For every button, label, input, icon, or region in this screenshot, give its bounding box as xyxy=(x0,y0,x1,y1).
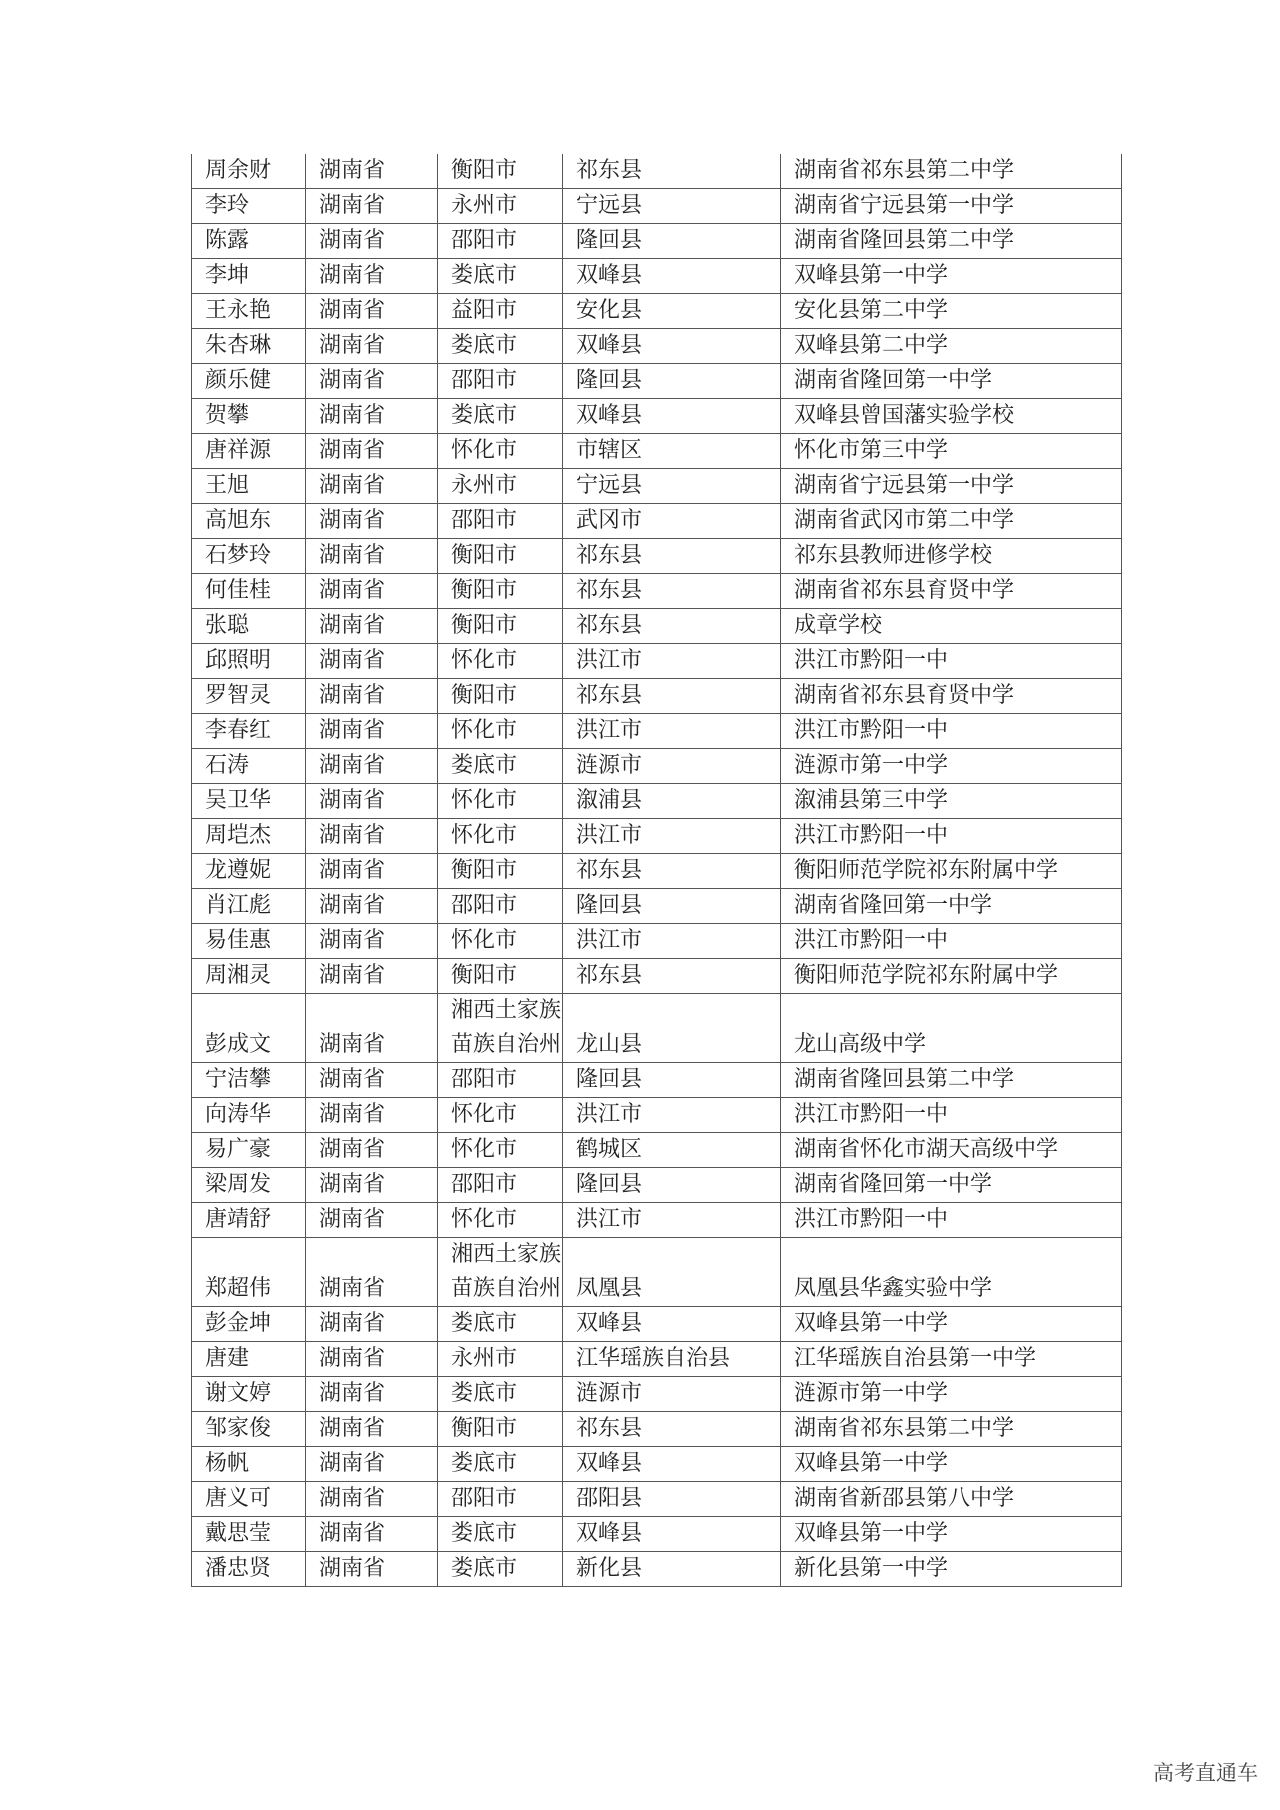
school-cell: 洪江市黔阳一中 xyxy=(781,1098,1122,1133)
name-cell: 易佳惠 xyxy=(192,924,306,959)
name-cell: 何佳桂 xyxy=(192,574,306,609)
school-cell: 湖南省怀化市湖天高级中学 xyxy=(781,1133,1122,1168)
county-cell: 隆回县 xyxy=(563,224,781,259)
county-cell: 武冈市 xyxy=(563,504,781,539)
county-cell: 祁东县 xyxy=(563,609,781,644)
table-row xyxy=(192,1517,1122,1552)
province-cell: 湖南省 xyxy=(306,1098,438,1133)
table-row xyxy=(192,749,1122,784)
table-row xyxy=(192,1098,1122,1133)
name-cell: 周垲杰 xyxy=(192,819,306,854)
county-cell: 祁东县 xyxy=(563,539,781,574)
school-cell: 衡阳师范学院祁东附属中学 xyxy=(781,854,1122,889)
province-cell: 湖南省 xyxy=(306,1517,438,1552)
name-cell: 宁洁攀 xyxy=(192,1063,306,1098)
school-cell: 洪江市黔阳一中 xyxy=(781,714,1122,749)
county-cell: 洪江市 xyxy=(563,1098,781,1133)
county-cell: 双峰县 xyxy=(563,259,781,294)
name-cell: 石梦玲 xyxy=(192,539,306,574)
school-cell: 涟源市第一中学 xyxy=(781,1377,1122,1412)
province-cell: 湖南省 xyxy=(306,784,438,819)
county-cell: 祁东县 xyxy=(563,1412,781,1447)
school-cell: 洪江市黔阳一中 xyxy=(781,924,1122,959)
school-cell: 湖南省宁远县第一中学 xyxy=(781,189,1122,224)
table-row xyxy=(192,1307,1122,1342)
county-cell: 新化县 xyxy=(563,1552,781,1587)
county-cell: 隆回县 xyxy=(563,364,781,399)
table-row xyxy=(192,609,1122,644)
province-cell: 湖南省 xyxy=(306,994,438,1063)
province-cell: 湖南省 xyxy=(306,1238,438,1307)
name-cell: 邹家俊 xyxy=(192,1412,306,1447)
school-cell: 双峰县第一中学 xyxy=(781,259,1122,294)
name-cell: 张聪 xyxy=(192,609,306,644)
county-cell: 龙山县 xyxy=(563,994,781,1063)
county-cell: 洪江市 xyxy=(563,819,781,854)
name-cell: 高旭东 xyxy=(192,504,306,539)
county-cell: 祁东县 xyxy=(563,574,781,609)
city-cell: 湘西土家族苗族自治州 xyxy=(438,1238,563,1307)
table-row xyxy=(192,924,1122,959)
school-cell: 湖南省祁东县育贤中学 xyxy=(781,574,1122,609)
school-cell: 湖南省宁远县第一中学 xyxy=(781,469,1122,504)
table-row xyxy=(192,889,1122,924)
city-cell: 永州市 xyxy=(438,189,563,224)
school-cell: 湖南省祁东县第二中学 xyxy=(781,154,1122,189)
city-cell: 邵阳市 xyxy=(438,1168,563,1203)
province-cell: 湖南省 xyxy=(306,854,438,889)
county-cell: 祁东县 xyxy=(563,679,781,714)
table-row xyxy=(192,1063,1122,1098)
table-row xyxy=(192,1133,1122,1168)
county-cell: 隆回县 xyxy=(563,1168,781,1203)
table-row xyxy=(192,1482,1122,1517)
school-cell: 湖南省隆回县第二中学 xyxy=(781,1063,1122,1098)
school-cell: 湖南省祁东县第二中学 xyxy=(781,1412,1122,1447)
city-cell: 湘西土家族苗族自治州 xyxy=(438,994,563,1063)
province-cell: 湖南省 xyxy=(306,924,438,959)
name-cell: 贺攀 xyxy=(192,399,306,434)
city-cell: 邵阳市 xyxy=(438,1482,563,1517)
name-cell: 邱照明 xyxy=(192,644,306,679)
province-cell: 湖南省 xyxy=(306,399,438,434)
province-cell: 湖南省 xyxy=(306,1482,438,1517)
table-row xyxy=(192,644,1122,679)
province-cell: 湖南省 xyxy=(306,189,438,224)
name-cell: 周余财 xyxy=(192,154,306,189)
name-cell: 肖江彪 xyxy=(192,889,306,924)
city-cell: 怀化市 xyxy=(438,1203,563,1238)
province-cell: 湖南省 xyxy=(306,154,438,189)
city-cell: 邵阳市 xyxy=(438,504,563,539)
county-cell: 凤凰县 xyxy=(563,1238,781,1307)
province-cell: 湖南省 xyxy=(306,609,438,644)
name-cell: 龙遵妮 xyxy=(192,854,306,889)
school-cell: 湖南省隆回第一中学 xyxy=(781,364,1122,399)
school-cell: 双峰县第一中学 xyxy=(781,1517,1122,1552)
province-cell: 湖南省 xyxy=(306,469,438,504)
province-cell: 湖南省 xyxy=(306,574,438,609)
table-row xyxy=(192,364,1122,399)
name-cell: 罗智灵 xyxy=(192,679,306,714)
roster-table xyxy=(191,154,1122,1587)
name-cell: 梁周发 xyxy=(192,1168,306,1203)
table-row xyxy=(192,539,1122,574)
table-row xyxy=(192,329,1122,364)
city-cell: 衡阳市 xyxy=(438,679,563,714)
table-row xyxy=(192,434,1122,469)
name-cell: 颜乐健 xyxy=(192,364,306,399)
province-cell: 湖南省 xyxy=(306,1168,438,1203)
city-cell: 怀化市 xyxy=(438,1098,563,1133)
city-cell: 永州市 xyxy=(438,469,563,504)
county-cell: 双峰县 xyxy=(563,329,781,364)
city-cell: 怀化市 xyxy=(438,784,563,819)
county-cell: 邵阳县 xyxy=(563,1482,781,1517)
province-cell: 湖南省 xyxy=(306,364,438,399)
county-cell: 涟源市 xyxy=(563,749,781,784)
city-cell: 怀化市 xyxy=(438,644,563,679)
school-cell: 凤凰县华鑫实验中学 xyxy=(781,1238,1122,1307)
county-cell: 双峰县 xyxy=(563,1447,781,1482)
county-cell: 祁东县 xyxy=(563,154,781,189)
city-cell: 永州市 xyxy=(438,1342,563,1377)
school-cell: 湖南省祁东县育贤中学 xyxy=(781,679,1122,714)
table-row xyxy=(192,1552,1122,1587)
school-cell: 安化县第二中学 xyxy=(781,294,1122,329)
county-cell: 洪江市 xyxy=(563,1203,781,1238)
name-cell: 易广豪 xyxy=(192,1133,306,1168)
county-cell: 洪江市 xyxy=(563,644,781,679)
province-cell: 湖南省 xyxy=(306,329,438,364)
province-cell: 湖南省 xyxy=(306,539,438,574)
school-cell: 怀化市第三中学 xyxy=(781,434,1122,469)
table-row xyxy=(192,154,1122,189)
school-cell: 洪江市黔阳一中 xyxy=(781,819,1122,854)
school-cell: 成章学校 xyxy=(781,609,1122,644)
county-cell: 市辖区 xyxy=(563,434,781,469)
province-cell: 湖南省 xyxy=(306,434,438,469)
city-cell: 娄底市 xyxy=(438,749,563,784)
name-cell: 谢文婷 xyxy=(192,1377,306,1412)
city-cell: 怀化市 xyxy=(438,1133,563,1168)
city-cell: 怀化市 xyxy=(438,924,563,959)
table-row xyxy=(192,819,1122,854)
table-row xyxy=(192,259,1122,294)
county-cell: 涟源市 xyxy=(563,1377,781,1412)
name-cell: 吴卫华 xyxy=(192,784,306,819)
province-cell: 湖南省 xyxy=(306,294,438,329)
province-cell: 湖南省 xyxy=(306,1377,438,1412)
name-cell: 戴思莹 xyxy=(192,1517,306,1552)
school-cell: 湖南省隆回县第二中学 xyxy=(781,224,1122,259)
school-cell: 湖南省隆回第一中学 xyxy=(781,1168,1122,1203)
table-row xyxy=(192,1412,1122,1447)
name-cell: 周湘灵 xyxy=(192,959,306,994)
school-cell: 双峰县曾国藩实验学校 xyxy=(781,399,1122,434)
school-cell: 双峰县第二中学 xyxy=(781,329,1122,364)
county-cell: 双峰县 xyxy=(563,1517,781,1552)
county-cell: 双峰县 xyxy=(563,1307,781,1342)
name-cell: 彭金坤 xyxy=(192,1307,306,1342)
table-row xyxy=(192,189,1122,224)
name-cell: 杨帆 xyxy=(192,1447,306,1482)
table-row xyxy=(192,399,1122,434)
name-cell: 唐建 xyxy=(192,1342,306,1377)
province-cell: 湖南省 xyxy=(306,679,438,714)
table-row xyxy=(192,1168,1122,1203)
city-cell: 娄底市 xyxy=(438,329,563,364)
name-cell: 彭成文 xyxy=(192,994,306,1063)
name-cell: 李坤 xyxy=(192,259,306,294)
school-cell: 龙山高级中学 xyxy=(781,994,1122,1063)
school-cell: 双峰县第一中学 xyxy=(781,1307,1122,1342)
watermark-text: 高考直通车 xyxy=(1153,1761,1258,1785)
county-cell: 安化县 xyxy=(563,294,781,329)
name-cell: 王旭 xyxy=(192,469,306,504)
name-cell: 石涛 xyxy=(192,749,306,784)
city-cell: 娄底市 xyxy=(438,1447,563,1482)
city-cell: 衡阳市 xyxy=(438,959,563,994)
city-cell: 邵阳市 xyxy=(438,364,563,399)
table-row xyxy=(192,714,1122,749)
province-cell: 湖南省 xyxy=(306,959,438,994)
province-cell: 湖南省 xyxy=(306,1342,438,1377)
city-cell: 衡阳市 xyxy=(438,539,563,574)
province-cell: 湖南省 xyxy=(306,749,438,784)
school-cell: 洪江市黔阳一中 xyxy=(781,1203,1122,1238)
name-cell: 潘忠贤 xyxy=(192,1552,306,1587)
table-row xyxy=(192,224,1122,259)
roster-body xyxy=(192,154,1122,1587)
table-row xyxy=(192,679,1122,714)
county-cell: 鹤城区 xyxy=(563,1133,781,1168)
table-row xyxy=(192,784,1122,819)
table-row xyxy=(192,469,1122,504)
table-row xyxy=(192,854,1122,889)
province-cell: 湖南省 xyxy=(306,1412,438,1447)
school-cell: 洪江市黔阳一中 xyxy=(781,644,1122,679)
province-cell: 湖南省 xyxy=(306,224,438,259)
table-row xyxy=(192,959,1122,994)
name-cell: 李春红 xyxy=(192,714,306,749)
school-cell: 湖南省隆回第一中学 xyxy=(781,889,1122,924)
table-row xyxy=(192,294,1122,329)
county-cell: 双峰县 xyxy=(563,399,781,434)
province-cell: 湖南省 xyxy=(306,819,438,854)
province-cell: 湖南省 xyxy=(306,1203,438,1238)
province-cell: 湖南省 xyxy=(306,1552,438,1587)
county-cell: 洪江市 xyxy=(563,924,781,959)
name-cell: 唐义可 xyxy=(192,1482,306,1517)
county-cell: 江华瑶族自治县 xyxy=(563,1342,781,1377)
city-cell: 怀化市 xyxy=(438,714,563,749)
city-cell: 娄底市 xyxy=(438,1517,563,1552)
city-cell: 娄底市 xyxy=(438,259,563,294)
table-row xyxy=(192,1447,1122,1482)
county-cell: 祁东县 xyxy=(563,959,781,994)
table-row xyxy=(192,1203,1122,1238)
province-cell: 湖南省 xyxy=(306,1307,438,1342)
city-cell: 怀化市 xyxy=(438,819,563,854)
city-cell: 衡阳市 xyxy=(438,574,563,609)
name-cell: 唐靖舒 xyxy=(192,1203,306,1238)
city-cell: 娄底市 xyxy=(438,399,563,434)
city-cell: 衡阳市 xyxy=(438,1412,563,1447)
county-cell: 隆回县 xyxy=(563,889,781,924)
table-row xyxy=(192,574,1122,609)
school-cell: 湖南省武冈市第二中学 xyxy=(781,504,1122,539)
city-cell: 衡阳市 xyxy=(438,609,563,644)
city-cell: 邵阳市 xyxy=(438,889,563,924)
school-cell: 双峰县第一中学 xyxy=(781,1447,1122,1482)
table-row xyxy=(192,1238,1122,1307)
school-cell: 湖南省新邵县第八中学 xyxy=(781,1482,1122,1517)
city-cell: 邵阳市 xyxy=(438,224,563,259)
province-cell: 湖南省 xyxy=(306,1447,438,1482)
school-cell: 溆浦县第三中学 xyxy=(781,784,1122,819)
name-cell: 王永艳 xyxy=(192,294,306,329)
province-cell: 湖南省 xyxy=(306,1133,438,1168)
county-cell: 宁远县 xyxy=(563,469,781,504)
county-cell: 隆回县 xyxy=(563,1063,781,1098)
city-cell: 娄底市 xyxy=(438,1307,563,1342)
school-cell: 江华瑶族自治县第一中学 xyxy=(781,1342,1122,1377)
name-cell: 陈露 xyxy=(192,224,306,259)
city-cell: 娄底市 xyxy=(438,1377,563,1412)
province-cell: 湖南省 xyxy=(306,644,438,679)
school-cell: 衡阳师范学院祁东附属中学 xyxy=(781,959,1122,994)
city-cell: 衡阳市 xyxy=(438,154,563,189)
city-cell: 娄底市 xyxy=(438,1552,563,1587)
school-cell: 祁东县教师进修学校 xyxy=(781,539,1122,574)
province-cell: 湖南省 xyxy=(306,889,438,924)
table-row xyxy=(192,504,1122,539)
province-cell: 湖南省 xyxy=(306,504,438,539)
school-cell: 涟源市第一中学 xyxy=(781,749,1122,784)
city-cell: 怀化市 xyxy=(438,434,563,469)
city-cell: 邵阳市 xyxy=(438,1063,563,1098)
province-cell: 湖南省 xyxy=(306,1063,438,1098)
table-row xyxy=(192,994,1122,1063)
name-cell: 向涛华 xyxy=(192,1098,306,1133)
county-cell: 祁东县 xyxy=(563,854,781,889)
county-cell: 溆浦县 xyxy=(563,784,781,819)
table-row xyxy=(192,1342,1122,1377)
city-cell: 益阳市 xyxy=(438,294,563,329)
province-cell: 湖南省 xyxy=(306,259,438,294)
county-cell: 宁远县 xyxy=(563,189,781,224)
name-cell: 朱杏琳 xyxy=(192,329,306,364)
table-row xyxy=(192,1377,1122,1412)
school-cell: 新化县第一中学 xyxy=(781,1552,1122,1587)
name-cell: 郑超伟 xyxy=(192,1238,306,1307)
county-cell: 洪江市 xyxy=(563,714,781,749)
name-cell: 唐祥源 xyxy=(192,434,306,469)
name-cell: 李玲 xyxy=(192,189,306,224)
city-cell: 衡阳市 xyxy=(438,854,563,889)
province-cell: 湖南省 xyxy=(306,714,438,749)
